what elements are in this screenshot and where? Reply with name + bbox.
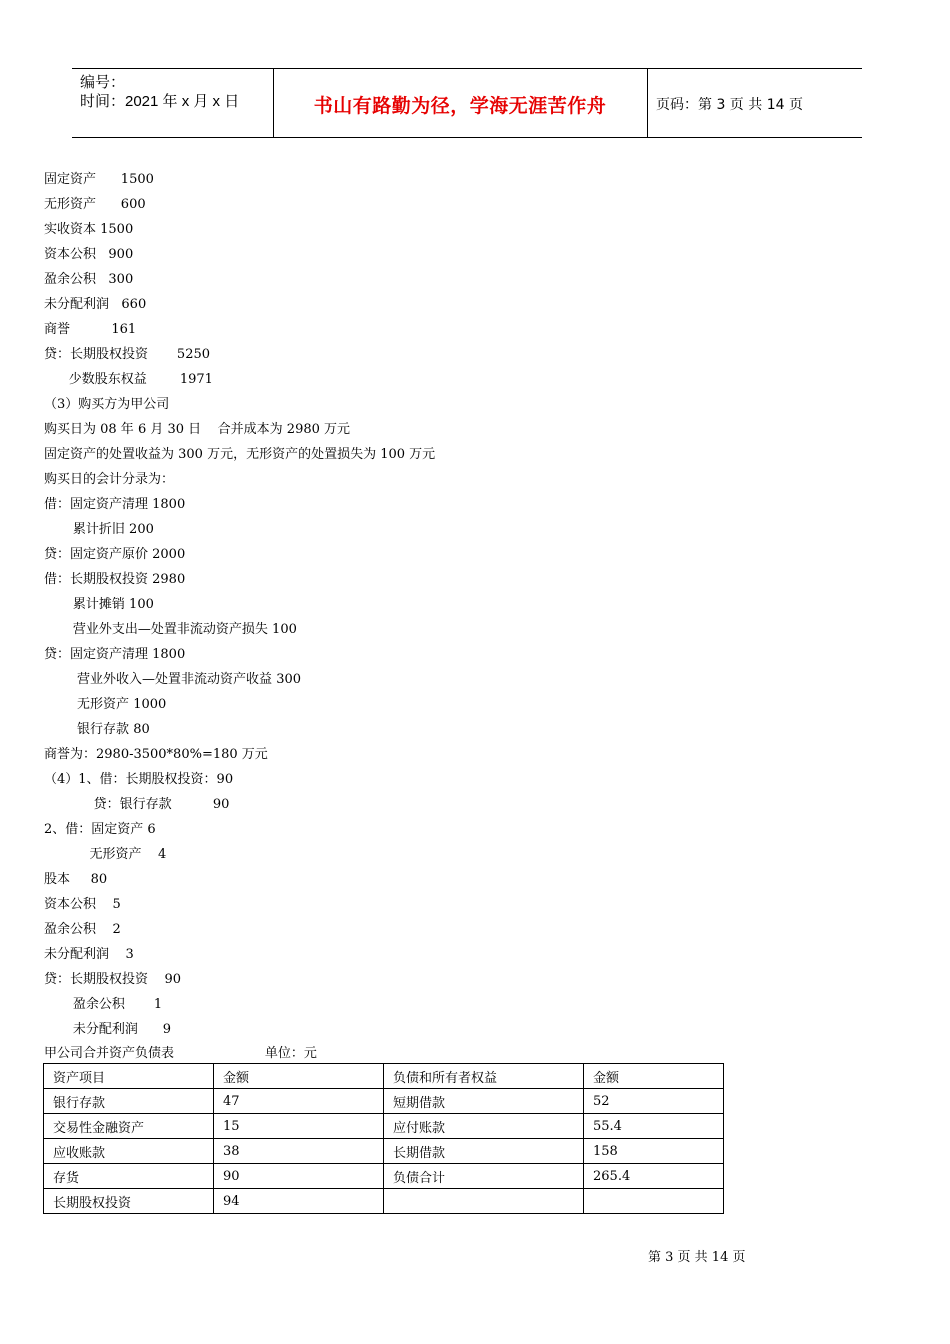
table-cell: 52 (584, 1089, 724, 1114)
text-line: 资本公积 5 (44, 897, 121, 912)
text-line: 贷：固定资产原价 2000 (44, 547, 186, 562)
text-line: 固定资产 1500 (44, 172, 154, 187)
table-header-row (44, 1064, 724, 1089)
header-divider (647, 69, 648, 137)
text-line: 无形资产 600 (44, 197, 146, 212)
table-cell (584, 1189, 724, 1214)
table-row (44, 1139, 724, 1164)
text-line: 营业外支出—处置非流动资产损失 100 (44, 622, 297, 637)
table-row (44, 1114, 724, 1139)
text-line: 累计摊销 100 (44, 597, 154, 612)
text-line: （4）1、借：长期股权投资：90 (44, 772, 234, 787)
table-row (44, 1164, 724, 1189)
table-cell: 90 (214, 1164, 384, 1189)
table-header-cell: 资产项目 (44, 1064, 214, 1089)
text-line: 实收资本 1500 (44, 222, 134, 237)
table-cell: 银行存款 (44, 1089, 214, 1114)
text-line: 股本 80 (44, 872, 108, 887)
table-cell: 短期借款 (384, 1089, 584, 1114)
table-cell: 55.4 (584, 1114, 724, 1139)
body-text (44, 170, 435, 1045)
text-line: 贷：固定资产清理 1800 (44, 647, 186, 662)
table-cell: 负债合计 (384, 1164, 584, 1189)
header-motto: 书山有路勤为径，学海无涯苦作舟 (313, 95, 607, 117)
text-line: 无形资产 1000 (44, 697, 167, 712)
text-line: 购买日的会计分录为： (44, 472, 175, 487)
text-line: 盈余公积 300 (44, 272, 134, 287)
text-line: 购买日为 08 年 6 月 30 日 合并成本为 2980 万元 (44, 422, 351, 437)
text-line: 未分配利润 660 (44, 297, 147, 312)
time-label: 时间：2021 年 x 月 x 日 (80, 93, 240, 110)
text-line: 累计折旧 200 (44, 522, 154, 537)
table-cell (384, 1189, 584, 1214)
text-line: 固定资产的处置收益为 300 万元，无形资产的处置损失为 100 万元 (44, 447, 436, 462)
table-cell: 15 (214, 1114, 384, 1139)
table-header-cell: 负债和所有者权益 (384, 1064, 584, 1089)
header-page-info: 页码：第 3 页 共 14 页 (656, 97, 803, 113)
text-line: 贷：银行存款 90 (44, 797, 230, 812)
table-header-cell: 金额 (584, 1064, 724, 1089)
page-header (72, 68, 862, 138)
number-label: 编号： (80, 74, 126, 91)
text-line: 盈余公积 1 (44, 997, 163, 1012)
text-line: 银行存款 80 (44, 722, 150, 737)
table-cell: 94 (214, 1189, 384, 1214)
table-cell: 应付账款 (384, 1114, 584, 1139)
text-line: 2、借：固定资产 6 (44, 822, 156, 837)
text-line: 少数股东权益 1971 (44, 372, 213, 387)
table-row (44, 1189, 724, 1214)
table-cell: 应收账款 (44, 1139, 214, 1164)
table-cell: 158 (584, 1139, 724, 1164)
text-line: 无形资产 4 (44, 847, 167, 862)
text-line: 资本公积 900 (44, 247, 134, 262)
table-cell: 长期借款 (384, 1139, 584, 1164)
text-line: 未分配利润 9 (44, 1022, 171, 1037)
page-footer: 第 3 页 共 14 页 (648, 1250, 746, 1265)
table-title: 甲公司合并资产负债表 单位：元 (44, 1046, 317, 1061)
table-row (44, 1089, 724, 1114)
header-meta (80, 73, 239, 111)
text-line: 盈余公积 2 (44, 922, 121, 937)
table-cell: 交易性金融资产 (44, 1114, 214, 1139)
text-line: 贷：长期股权投资 5250 (44, 347, 211, 362)
table-cell: 38 (214, 1139, 384, 1164)
text-line: 借：固定资产清理 1800 (44, 497, 186, 512)
balance-sheet-table (43, 1063, 724, 1214)
text-line: 贷：长期股权投资 90 (44, 972, 182, 987)
text-line: （3）购买方为甲公司 (44, 397, 170, 412)
table-header-cell: 金额 (214, 1064, 384, 1089)
table-cell: 长期股权投资 (44, 1189, 214, 1214)
text-line: 借：长期股权投资 2980 (44, 572, 186, 587)
table-cell: 265.4 (584, 1164, 724, 1189)
text-line: 商誉 161 (44, 322, 137, 337)
text-line: 未分配利润 3 (44, 947, 134, 962)
text-line: 营业外收入—处置非流动资产收益 300 (44, 672, 302, 687)
table-cell: 47 (214, 1089, 384, 1114)
text-line: 商誉为：2980-3500*80%=180 万元 (44, 747, 268, 762)
table-cell: 存货 (44, 1164, 214, 1189)
